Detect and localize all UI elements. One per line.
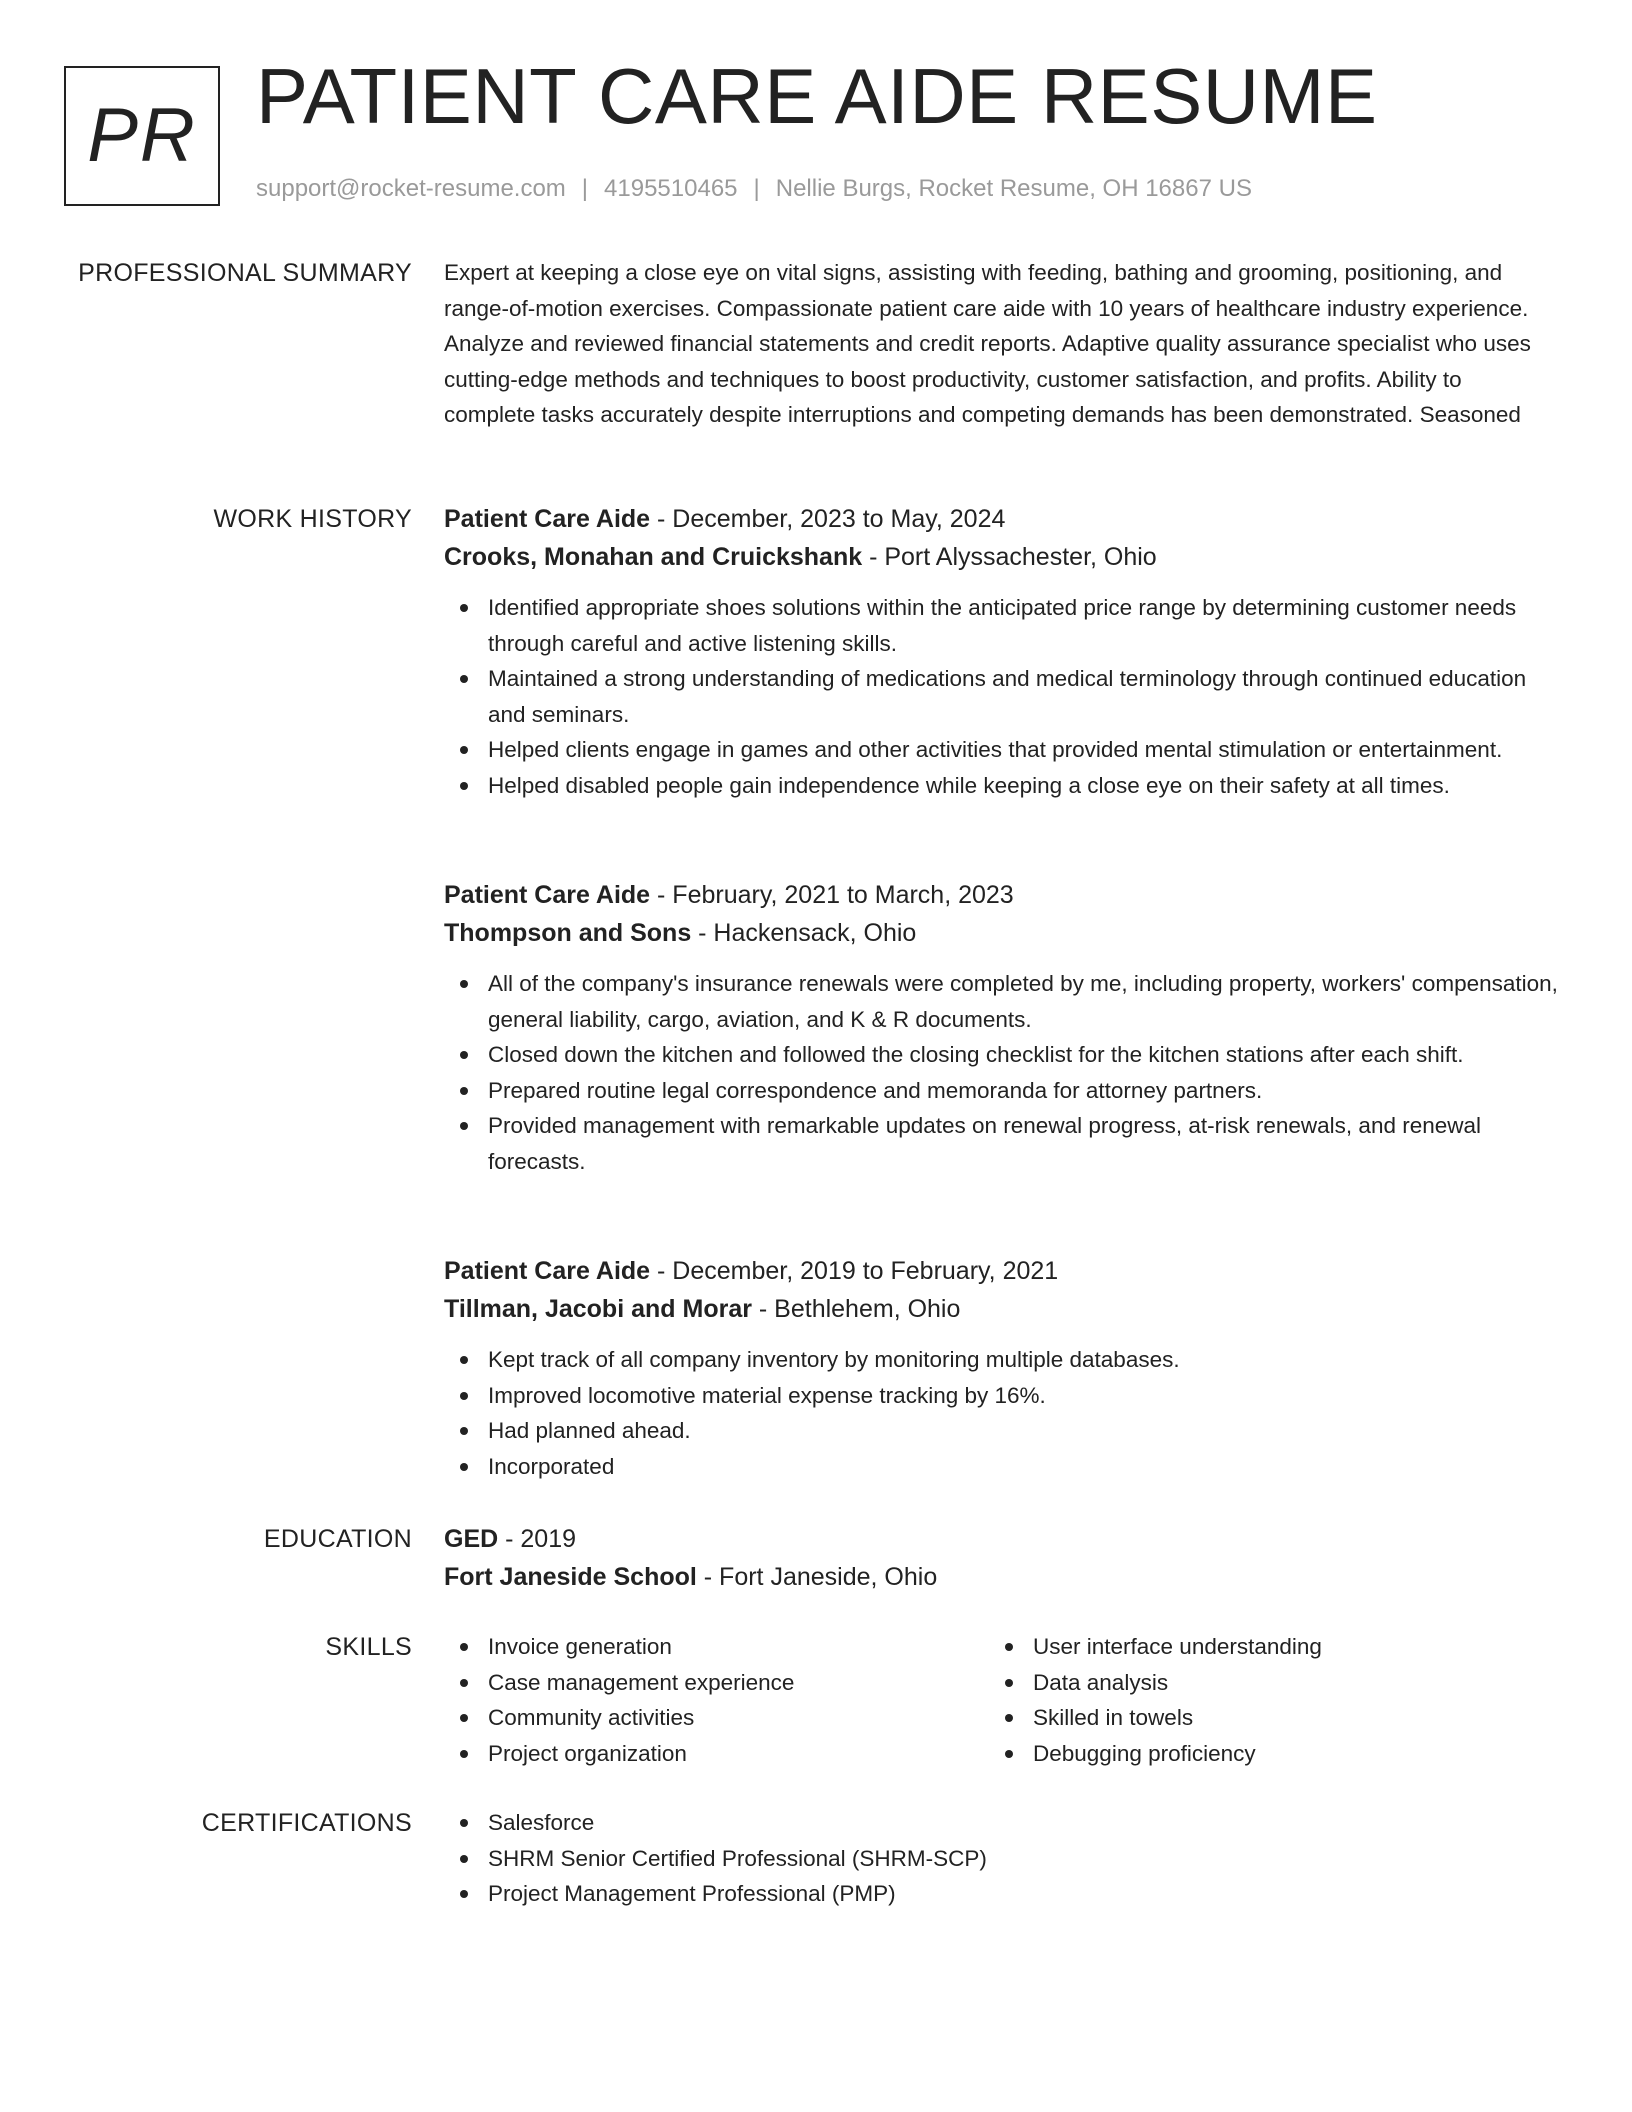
- job-title-line: [444, 1252, 1559, 1290]
- skill-item: Skilled in towels: [989, 1700, 1509, 1736]
- summary-heading: PROFESSIONAL SUMMARY: [78, 259, 412, 287]
- monogram-initials: PR: [87, 93, 197, 178]
- list-item: Helped disabled people gain independence while keeping a close eye on their safety at all times.: [444, 768, 1559, 804]
- certification-item: SHRM Senior Certified Professional (SHRM-SCP): [444, 1841, 1559, 1877]
- certification-item: Project Management Professional (PMP): [444, 1876, 1559, 1912]
- list-item: Identified appropriate shoes solutions within the anticipated price range by determining customer needs through careful and active listening skills.: [444, 590, 1559, 661]
- skills-list-right: [989, 1629, 1509, 1771]
- skill-item: Case management experience: [444, 1665, 964, 1701]
- summary-text: Expert at keeping a close eye on vital signs, assisting with feeding, bathing and grooming, positioning, and range-of-motion exercises. Compassionate patient care aide with 10 years of healthcare industry experience. Analyze and reviewed financial statements and credit reports. Adaptive quality assurance specialist who uses cutting-edge methods and techniques to boost productivity, customer satisfaction, and profits. Ability to complete tasks accurately despite interruptions and competing demands has been demonstrated. Seasoned: [444, 260, 1531, 428]
- job-company: Tillman, Jacobi and Morar: [444, 1295, 752, 1323]
- job-dates: - December, 2023 to May, 2024: [650, 505, 1006, 533]
- job-location: - Port Alyssachester, Ohio: [862, 543, 1157, 571]
- contact-email[interactable]: support@rocket-resume.com: [256, 175, 566, 202]
- list-item: Helped clients engage in games and other activities that provided mental stimulation or entertainment.: [444, 732, 1559, 768]
- skill-item: Data analysis: [989, 1665, 1509, 1701]
- education-school-line: [444, 1558, 1559, 1596]
- job-title: Patient Care Aide: [444, 505, 651, 533]
- job-title-line: [444, 500, 1559, 538]
- education-year: - 2019: [498, 1525, 577, 1553]
- job-title-line: [444, 876, 1559, 914]
- skill-item: User interface understanding: [989, 1629, 1509, 1665]
- job-title: Patient Care Aide: [444, 881, 651, 909]
- skill-item: Community activities: [444, 1700, 964, 1736]
- job-title: Patient Care Aide: [444, 1257, 651, 1285]
- list-item: Provided management with remarkable updates on renewal progress, at-risk renewals, and renewal forecasts.: [444, 1108, 1559, 1179]
- list-item: Improved locomotive material expense tracking by 16%.: [444, 1378, 1559, 1414]
- job-bullets: [444, 590, 1559, 804]
- education-heading: EDUCATION: [263, 1525, 412, 1553]
- job-company-line: [444, 538, 1559, 576]
- list-item: Closed down the kitchen and followed the closing checklist for the kitchen stations after each shift.: [444, 1037, 1559, 1073]
- skills-heading: SKILLS: [325, 1633, 412, 1661]
- job-company: Crooks, Monahan and Cruickshank: [444, 543, 863, 571]
- resume-title: PATIENT CARE AIDE RESUME: [256, 52, 1378, 140]
- list-item: Had planned ahead.: [444, 1413, 1559, 1449]
- contact-phone[interactable]: 4195510465: [604, 175, 738, 202]
- certifications-heading: CERTIFICATIONS: [201, 1809, 412, 1837]
- job-company-line: [444, 1290, 1559, 1328]
- education-school: Fort Janeside School: [444, 1563, 697, 1591]
- job-bullets: [444, 1342, 1559, 1484]
- list-item: All of the company's insurance renewals were completed by me, including property, workers' compensation, general liability, cargo, aviation, and K & R documents.: [444, 966, 1559, 1037]
- list-item: Incorporated: [444, 1449, 1559, 1485]
- education-location: - Fort Janeside, Ohio: [696, 1563, 938, 1591]
- skill-item: Invoice generation: [444, 1629, 964, 1665]
- contact-separator: |: [753, 175, 760, 202]
- education-degree-line: [444, 1520, 1559, 1558]
- skill-item: Project organization: [444, 1736, 964, 1772]
- list-item: Kept track of all company inventory by monitoring multiple databases.: [444, 1342, 1559, 1378]
- contact-line: [256, 174, 1252, 204]
- monogram-badge: [64, 66, 220, 206]
- education-degree: GED: [444, 1525, 499, 1553]
- job-dates: - December, 2019 to February, 2021: [650, 1257, 1059, 1285]
- job-entry: [444, 500, 1559, 804]
- contact-address: Nellie Burgs, Rocket Resume, OH 16867 US: [775, 175, 1252, 202]
- work-history-heading: WORK HISTORY: [213, 505, 412, 533]
- job-dates: - February, 2021 to March, 2023: [650, 881, 1014, 909]
- job-location: - Hackensack, Ohio: [691, 919, 917, 947]
- list-item: Prepared routine legal correspondence and memoranda for attorney partners.: [444, 1073, 1559, 1109]
- certifications-list: [444, 1805, 1559, 1912]
- job-company-line: [444, 914, 1559, 952]
- contact-separator: |: [581, 175, 589, 202]
- skills-list-left: [444, 1629, 964, 1771]
- list-item: Maintained a strong understanding of medications and medical terminology through continued education and seminars.: [444, 661, 1559, 732]
- skill-item: Debugging proficiency: [989, 1736, 1509, 1772]
- job-entry: [444, 876, 1559, 1180]
- job-bullets: [444, 966, 1559, 1180]
- certification-item: Salesforce: [444, 1805, 1559, 1841]
- job-entry: [444, 1252, 1559, 1484]
- job-company: Thompson and Sons: [444, 919, 692, 947]
- job-location: - Bethlehem, Ohio: [751, 1295, 961, 1323]
